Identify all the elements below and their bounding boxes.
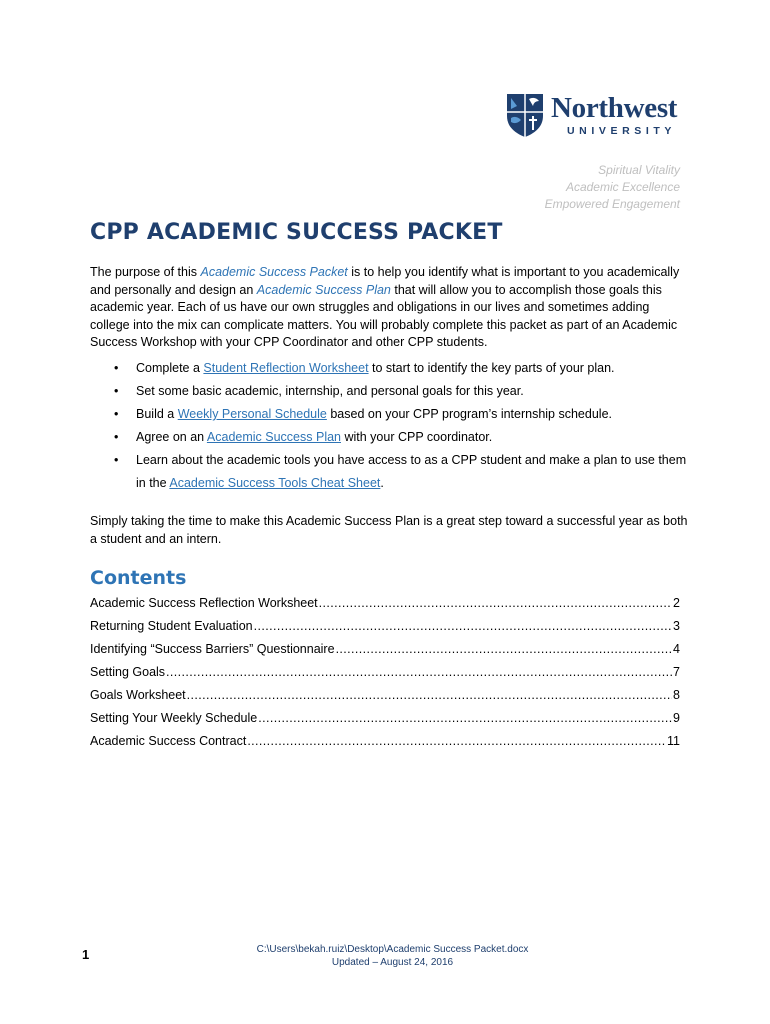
toc-entry-title: Academic Success Contract — [90, 734, 247, 748]
university-logo — [505, 92, 685, 140]
toc-entry[interactable] — [90, 686, 680, 709]
list-item-text: with your CPP coordinator. — [341, 430, 493, 444]
list-item-text: to start to identify the key parts of your plan. — [368, 361, 615, 375]
taglines — [545, 162, 680, 213]
contents-heading: Contents — [90, 567, 187, 589]
academic-success-plan-link[interactable]: Academic Success Plan — [206, 430, 341, 444]
task-list — [90, 357, 690, 495]
page-title: CPP ACADEMIC SUCCESS PACKET — [90, 220, 503, 245]
page-number: 1 — [82, 947, 90, 962]
toc-page-number: 8 — [673, 688, 680, 702]
intro-emphasis: Academic Success Plan — [256, 282, 391, 297]
toc-leader — [166, 663, 672, 681]
list-item — [90, 449, 690, 495]
toc-entry-title: Academic Success Reflection Worksheet — [90, 596, 318, 610]
toc-entry[interactable] — [90, 640, 680, 663]
toc-leader — [254, 617, 672, 635]
list-item-text: Learn about the academic tools you have access to as a CPP student and make a plan to use them in the — [136, 453, 687, 490]
footer — [200, 943, 585, 969]
toc-entry[interactable] — [90, 709, 680, 732]
toc-entry[interactable] — [90, 617, 680, 640]
list-item — [90, 403, 690, 426]
toc-entry-title: Returning Student Evaluation — [90, 619, 253, 633]
toc-entry[interactable] — [90, 663, 680, 686]
toc-page-number: 11 — [667, 734, 680, 748]
logo-wordmark: Northwest — [551, 92, 678, 124]
list-item-text: Complete a — [136, 361, 204, 375]
list-item-text: Agree on an — [136, 430, 207, 444]
list-item-text: based on your CPP program’s internship schedule. — [326, 407, 612, 421]
list-item-text: Build a — [136, 407, 178, 421]
list-item-text: . — [380, 476, 384, 490]
intro-text: The purpose of this — [90, 265, 201, 279]
weekly-personal-schedule-link[interactable]: Weekly Personal Schedule — [177, 407, 327, 421]
toc-page-number: 7 — [673, 665, 680, 679]
tagline: Spiritual Vitality — [598, 163, 680, 177]
intro-text: is to help you identify what is important to you academically and personally and design an — [90, 265, 680, 297]
toc-page-number: 3 — [673, 619, 680, 633]
bullet-icon: • — [114, 361, 119, 375]
list-item — [90, 380, 690, 403]
toc-page-number: 2 — [673, 596, 680, 610]
list-item — [90, 426, 690, 449]
footer-updated-date: Updated – August 24, 2016 — [331, 957, 454, 968]
toc-leader — [247, 732, 666, 750]
shield-crest-icon — [505, 92, 545, 138]
toc-leader — [336, 640, 672, 658]
logo-subtitle: UNIVERSITY — [567, 125, 677, 137]
tagline: Empowered Engagement — [544, 197, 680, 211]
table-of-contents — [90, 594, 680, 755]
toc-entry-title: Setting Your Weekly Schedule — [90, 711, 258, 725]
toc-entry-title: Identifying “Success Barriers” Questionnaire — [90, 642, 335, 656]
list-item-text: Set some basic academic, internship, and personal goals for this year. — [136, 384, 524, 398]
toc-leader — [319, 594, 672, 612]
toc-leader — [187, 686, 672, 704]
intro-paragraph — [90, 264, 690, 352]
list-item — [90, 357, 690, 380]
bullet-icon: • — [114, 430, 119, 444]
toc-leader — [258, 709, 672, 727]
bullet-icon: • — [114, 384, 119, 398]
intro-text: that will allow you to accomplish those goals this academic year. Each of us have our own struggles and obligations in our lives and sometimes adding college into the mix can complicate matters. You will probably complete this packet as part of an Academic Success Workshop with your CPP Coordinator and other CPP students. — [90, 282, 678, 350]
tagline: Academic Excellence — [565, 180, 680, 194]
toc-entry[interactable] — [90, 732, 680, 755]
bullet-icon: • — [114, 453, 119, 467]
academic-success-tools-cheat-sheet-link[interactable]: Academic Success Tools Cheat Sheet — [169, 476, 381, 490]
toc-page-number: 4 — [673, 642, 680, 656]
bullet-icon: • — [114, 407, 119, 421]
footer-file-path: C:\Users\bekah.ruiz\Desktop\Academic Success Packet.docx — [256, 944, 529, 955]
student-reflection-worksheet-link[interactable]: Student Reflection Worksheet — [203, 361, 369, 375]
toc-entry[interactable] — [90, 594, 680, 617]
toc-entry-title: Goals Worksheet — [90, 688, 186, 702]
closing-paragraph: Simply taking the time to make this Academic Success Plan is a great step toward a successful year as both a student and an intern. — [90, 514, 688, 546]
toc-entry-title: Setting Goals — [90, 665, 166, 679]
toc-page-number: 9 — [673, 711, 680, 725]
intro-emphasis: Academic Success Packet — [200, 265, 348, 279]
